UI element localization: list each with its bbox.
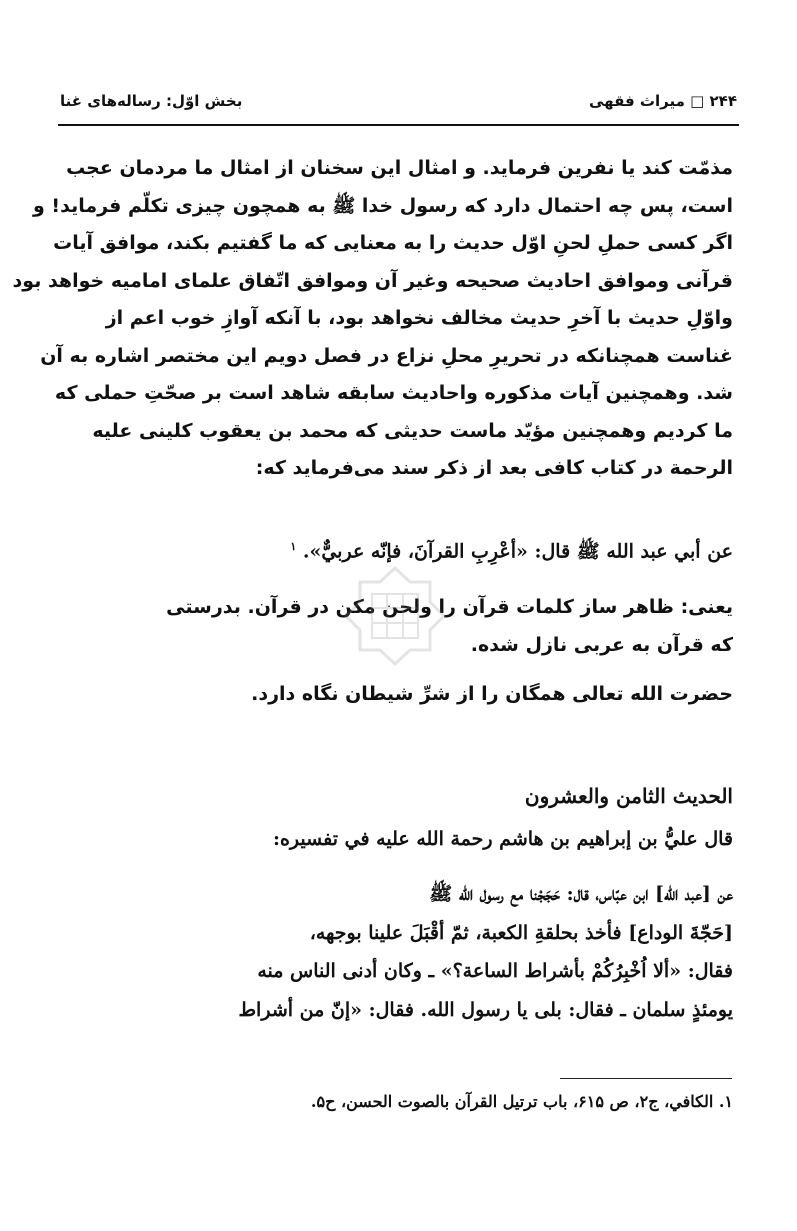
body-line: قرآنی وموافق احادیث صحیحه وغیر آن وموافق اتّفاق علمای امامیه خواهد بود <box>12 269 733 292</box>
translation-line: یعنی: ظاهر ساز کلمات قرآن را ولحن مکن در قرآن. بدرستی <box>166 596 733 618</box>
body-line: غناست همچنانکه در تحریرِ محلِ نزاع در فصل دویم این مختصر اشاره به آن <box>40 344 733 367</box>
hadith-text <box>60 875 733 1029</box>
quote-text: عن أبي عبد الله ﷺ قال: «أعْرِبِ القرآنَ، فإنّه عربيٌّ». <box>302 540 733 563</box>
closing-blessing: حضرت الله تعالی همگان را از شرِّ شیطان نگاه دارد. <box>251 683 733 705</box>
hadith-line: عن [عبد الله] ابن عبّاس، قال: حَجَجْنا مع رسول الله ﷺ <box>429 883 733 905</box>
body-line: واوّلِ حدیث با آخرِ حدیث مخالف نخواهد بود، با آنکه آوازِ خوب اعم از <box>105 307 733 329</box>
body-line: اگر کسی حملِ لحنِ اوّل حدیث را به معنایی که ما گفتیم بکند، موافق آیات <box>53 232 733 254</box>
body-line: مذمّت کند یا نفرین فرماید. و امثال این سخنان از امثال ما مردمان عجب <box>66 157 733 179</box>
footnote-marker: ۱ <box>290 540 297 553</box>
translation-line: که قرآن به عربی نازل شده. <box>470 634 733 656</box>
body-line: الرحمة در کتاب کافی بعد از ذکر سند می‌فرماید که: <box>255 457 733 479</box>
page-number: ۲۴۴ <box>709 92 737 110</box>
hadith-intro: قال عليُّ بن إبراهيم بن هاشم رحمة الله عليه في تفسيره: <box>272 828 733 850</box>
header-divider <box>58 124 739 126</box>
separator-box-icon: □ <box>690 92 705 110</box>
hadith-line: يومئذٍ سلمان ـ فقال: بلى يا رسول الله. فقال: «إنّ من أشراط <box>238 998 733 1021</box>
page-header <box>60 92 737 118</box>
body-line: ما کردیم وهمچنین مؤیّد ماست حدیثی که محمد بن یعقوب کلینی علیه <box>92 419 733 442</box>
book-title: میراث فقهی <box>589 92 685 110</box>
section-title: بخش اوّل: رساله‌های غنا <box>60 92 243 110</box>
body-paragraph <box>12 150 733 488</box>
footnote: ۱. الكافي، ج۲، ص ۶۱۵، باب ترتيل القرآن بالصوت الحسن، ح۵. <box>310 1092 733 1111</box>
header-page-title <box>589 92 737 110</box>
body-line: شد. وهمچنین آیات مذکوره واحادیث سابقه شاهد است بر صحّتِ حملی که <box>54 382 733 404</box>
library-seal-icon <box>330 560 460 680</box>
section-heading: الحديث الثامن والعشرون <box>524 784 733 808</box>
hadith-line: [حَجّةَ الوداع] فأخذ بحلقةِ الكعبة، ثمّ أقْبَلَ علينا بوجهه، <box>309 921 733 944</box>
body-line: است، پس چه احتمال دارد که رسول خدا ﷺ به همچون چیزی تکلّم فرماید! و <box>33 194 733 217</box>
footnote-divider <box>560 1078 732 1079</box>
hadith-line: فقال: «ألا اُخْبِرُكُمْ بأشراط الساعة؟» ـ وكان أدنى الناس منه <box>257 960 733 982</box>
